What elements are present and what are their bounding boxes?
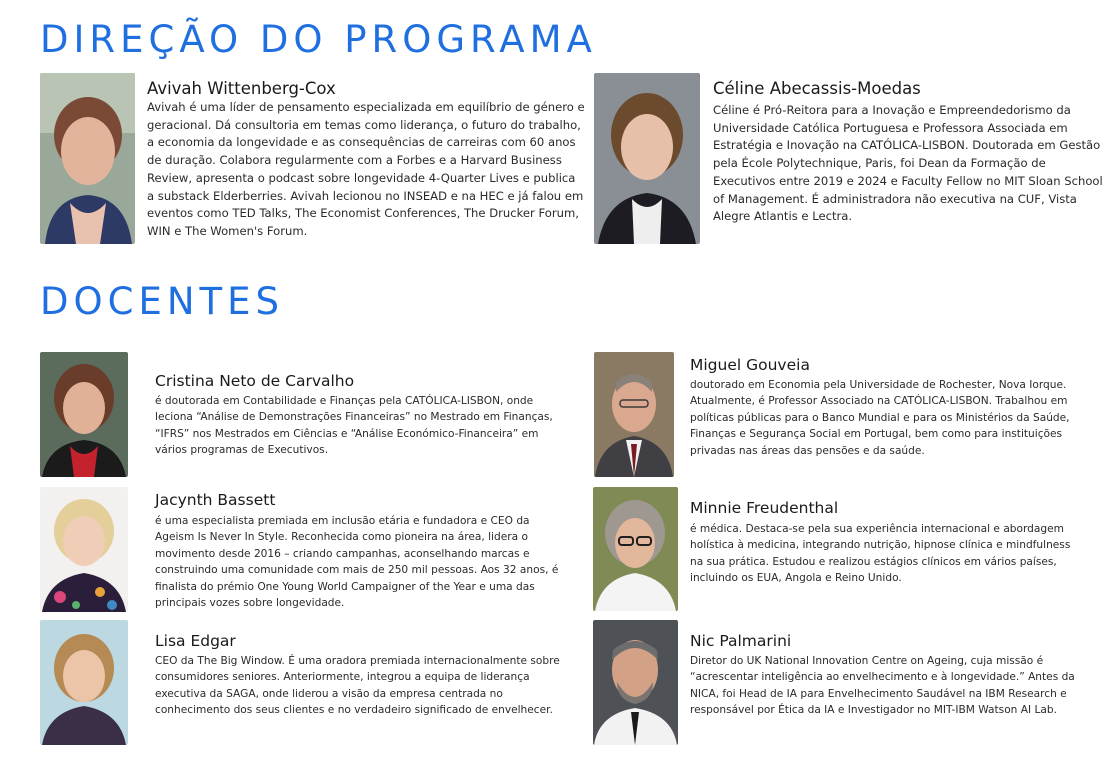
person-name: Minnie Freudenthal (690, 499, 839, 517)
person-bio: CEO da The Big Window. É uma oradora premiada internacionalmente sobre consumidores seniores. Anteriormente, integrou a equipa de liderança executiva da SAGA, onde liderou a visão da empresa centrada no conhecimento dos seus clientes e no verdadeiro significado de envelhecer. (155, 655, 560, 717)
portrait-photo (593, 487, 678, 611)
person-bio: Avivah é uma líder de pensamento especializada em equilíbrio de género e geracional. Dá consultoria em temas como liderança, o futuro do trabalho, a economia da longevidade e as consequências de carreiras com 60 anos de duração. Colabora regularmente com a Forbes e a Harvard Business Review, apresenta o podcast sobre longevidade 4-Quarter Lives e publica a substack Elderberries. Avivah lecionou no INSEAD e na HEC e já falou em eventos como TED Talks, The Economist Conferences, The Drucker Forum, WIN e The Women's Forum. (147, 100, 585, 238)
person-bio: é uma especialista premiada em inclusão etária e fundadora e CEO da Ageism Is Never In Style. Reconhecida como pioneira na área, lidera o movimento desde 2016 – criando campanhas, aconselhando marcas e construindo uma comunidade com mais de 250 mil pessoas. Aos 32 anos, é finalista do prémio One Young World Campaigner of the Year e uma das principais vozes sobre longevidade. (155, 515, 559, 610)
portrait-photo (594, 352, 674, 477)
person-name: Lisa Edgar (155, 632, 236, 650)
person-name: Miguel Gouveia (690, 356, 810, 374)
person-bio: Diretor do UK National Innovation Centre on Ageing, cuja missão é “acrescentar inteligência ao envelhecimento e à longevidade.” Antes da NICA, foi Head de IA para Envelhecimento Saudável na IBM Research e responsável por Ética da IA e Investigador no MIT-IBM Watson AI Lab. (690, 655, 1075, 717)
person-bio: doutorado em Economia pela Universidade de Rochester, Nova Iorque. Atualmente, é Professor Associado na CATÓLICA-LISBON. Trabalhou em políticas públicas para o Banco Mundial e para os Ministérios da Saúde, Finanças e Segurança Social em Portugal, bem como para instituições privadas nas áreas das pensões e da saúde. (690, 379, 1070, 457)
section-title-direction: DIREÇÃO DO PROGRAMA (40, 18, 597, 61)
person-bio: é doutorada em Contabilidade e Finanças pela CATÓLICA-LISBON, onde leciona “Análise de Demonstrações Financeiras” no Mestrado em Finanças, “IFRS” nos Mestrados em Ciências e “Análise Económico-Financeira” em vários programas de Executivos. (155, 395, 553, 457)
person-name: Nic Palmarini (690, 632, 792, 650)
person-bio: Céline é Pró-Reitora para a Inovação e Empreendedorismo da Universidade Católica Portuguesa e Professora Associada em Estratégia e Inovação na CATÓLICA-LISBON. Doutorada em Gestão pela École Polytechnique, Paris, foi Dean da Formação de Executivos entre 2019 e 2024 e Faculty Fellow no MIT Sloan School of Management. É administradora não executiva na CUF, Vista Alegre Atlantis e Lectra. (713, 103, 1103, 224)
person-bio: é médica. Destaca-se pela sua experiência internacional e abordagem holística à medicina, integrando nutrição, hipnose clínica e mindfulness na sua prática. Estudou e realizou estágios clínicos em vários países, incluindo os EUA, Angola e Reino Unido. (690, 523, 1071, 585)
person-name: Jacynth Bassett (155, 491, 276, 509)
portrait-photo (40, 620, 128, 745)
portrait-photo (594, 73, 700, 244)
portrait-photo (40, 73, 135, 244)
portrait-photo (593, 620, 678, 745)
person-name: Céline Abecassis-Moedas (713, 79, 921, 98)
portrait-photo (40, 352, 128, 477)
section-title-faculty: DOCENTES (40, 280, 284, 323)
person-name: Cristina Neto de Carvalho (155, 372, 355, 390)
portrait-photo (40, 487, 128, 612)
person-name: Avivah Wittenberg-Cox (147, 79, 336, 98)
